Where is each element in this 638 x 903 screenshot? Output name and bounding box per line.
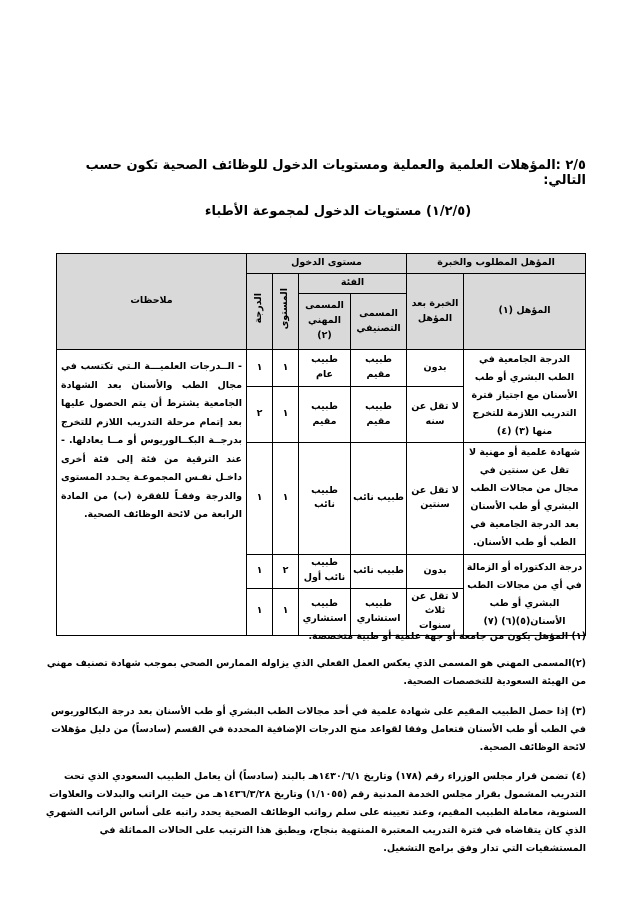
header-title-classification: المسمى التصنيفي xyxy=(351,294,407,350)
title-prof-cell: طبيب استشاري xyxy=(299,588,351,635)
experience-cell: لا تقل عن ثلاث سنوات xyxy=(407,588,464,635)
title-prof-cell: طبيب نائب xyxy=(299,443,351,554)
title-class-cell: طبيب مقيم xyxy=(351,387,407,443)
entry-levels-table xyxy=(56,253,586,636)
qualification-cell: درجة الدكتوراه أو الزمالة في أي من مجالات الطب البشري أو طب الأسنان(٥)(٦) (٧) xyxy=(464,554,586,635)
footnote-1: (١) المؤهل يكون من جامعة أو جهة علمية أو طبية متخصصة. xyxy=(308,631,586,642)
grade-cell: ٢ xyxy=(247,387,273,443)
experience-cell: لا تقل عن سنه xyxy=(407,387,464,443)
grade-cell: ١ xyxy=(247,588,273,635)
header-grade-text: الدرجة xyxy=(253,293,265,324)
experience-cell: بدون xyxy=(407,350,464,387)
level-cell: ١ xyxy=(273,588,299,635)
header-qualification: المؤهل (١) xyxy=(464,274,586,350)
header-category: الفئة xyxy=(299,274,407,294)
grade-cell: ١ xyxy=(247,350,273,387)
subsection-heading: (١/٢/٥) مستويات الدخول لمجموعة الأطباء xyxy=(204,204,472,219)
title-class-cell: طبيب مقيم xyxy=(351,350,407,387)
title-prof-cell: طبيب مقيم xyxy=(299,387,351,443)
header-title-professional: المسمى المهني (٢) xyxy=(299,294,351,350)
level-cell: ١ xyxy=(273,387,299,443)
title-prof-cell: طبيب عام xyxy=(299,350,351,387)
table-row xyxy=(57,350,586,387)
footnote-2: (٢)المسمى المهني هو المسمى الذي يعكس العمل الفعلي الذي يزاوله الممارس الصحي بموجب شهادة تصنيف مهني من الهيئة السعودية للتخصصات الصحية. xyxy=(46,658,586,688)
footnote-3: (٣) إذا حصل الطبيب المقيم على شهادة علمية في أحد مجالات الطب البشري أو طب الأسنان بعد درجة البكالوريوس في الطب أو طب الأسنان فتعامل وفقا لقواعد منح الدرجات الإضافية المحددة في القسم (سادساً) من دليل مؤهلات لائحة الوظائف الصحية. xyxy=(50,706,586,754)
notes-cell: - الــدرجات العلميـــة الـتي تكتسب في مجال الطب والأسنان بعد الشهادة الجامعية يشترط أن يتم الحصول عليها بعد إتمام مرحلة التدريب اللازم للتخرج بدرجــة البكــالوريوس أو مــا يعادلها. - عند الترقية من فئة إلى فئة أخرى داخـل نفـس المجموعـة يحـدد المستوى والدرجة وفقـاً للفقرة (ب) من المادة الرابعة من لائحة الوظائف الصحية. xyxy=(57,350,247,636)
title-class-cell: طبيب نائب xyxy=(351,443,407,554)
title-class-cell: طبيب استشاري xyxy=(351,588,407,635)
title-prof-cell: طبيب نائب أول xyxy=(299,554,351,588)
level-cell: ١ xyxy=(273,443,299,554)
experience-cell: بدون xyxy=(407,554,464,588)
header-notes: ملاحظات xyxy=(57,254,247,350)
qualification-cell: شهادة علمية أو مهنية لا تقل عن سنتين في مجال من مجالات الطب البشري أو طب الأسنان بعد الدرجة الجامعية في الطب أو طب الأسنان. xyxy=(464,443,586,554)
header-level xyxy=(273,274,299,350)
level-cell: ١ xyxy=(273,350,299,387)
grade-cell: ١ xyxy=(247,554,273,588)
footnote-4: (٤) تضمن قرار مجلس الوزراء رقم (١٧٨) وتاريخ ١٤٣٠/٦/١هـ بالبند (سادساً) أن يعامل الطبيب السعودي الذي تحت التدريب المشمول بقرار مجلس الخدمة المدنية رقم (١/١٠٥٥) وتاريخ ١٤٣٦/٣/٢٨هـ من حيث الراتب والبدلات والعلاوات السنوية، معاملة الطبيب المقيم، وعند تعيينه على سلم رواتب الوظائف الصحية يحدد راتبه على أساس الراتب الشهري الذي كان يتقاضاه في فترة التدريب المعتبرة المنتهية بنجاح، ويطبق هذا الترتيب على الحالات المماثلة في المستشفيات التي تدار وفق برامج التشغيل. xyxy=(45,771,586,855)
experience-cell: لا تقل عن سنتين xyxy=(407,443,464,554)
section-heading: ٢/٥ :المؤهلات العلمية والعملية ومستويات الدخول للوظائف الصحية تكون حسب التالي: xyxy=(85,158,586,188)
header-experience: الخبرة بعد المؤهل xyxy=(407,274,464,350)
level-cell: ٢ xyxy=(273,554,299,588)
title-class-cell: طبيب نائب xyxy=(351,554,407,588)
header-entry-level: مستوى الدخول xyxy=(247,254,407,274)
header-grade xyxy=(247,274,273,350)
grade-cell: ١ xyxy=(247,443,273,554)
header-level-text: المستوى xyxy=(279,287,291,330)
qualification-cell: الدرجة الجامعية في الطب البشري أو طب الأسنان مع اجتياز فترة التدريب اللازمة للتخرج منها (٣) (٤) xyxy=(464,350,586,443)
header-qualification-group: المؤهل المطلوب والخبرة xyxy=(407,254,586,274)
